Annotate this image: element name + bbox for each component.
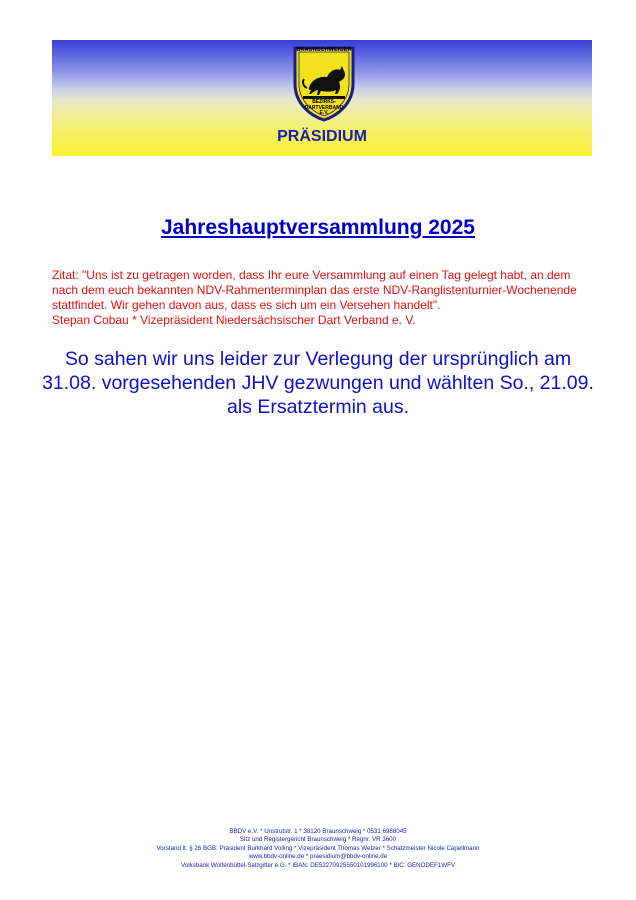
footer-bank: Volksbank Wolfenbüttel-Salzgitter e.G. * IBAN: DE52270925550101996100 * BIC: GENODEF1WFV	[181, 861, 455, 869]
page-title: Jahreshauptversammlung 2025	[161, 216, 475, 239]
logo-line-2: DARTVERBAND	[304, 104, 344, 111]
section-title: PRÄSIDIUM	[277, 128, 367, 145]
footer-web-email: www.bbdv-online.de * praesidium@bbdv-online.de	[248, 853, 388, 861]
logo-text-bottom	[293, 100, 355, 117]
footer	[0, 828, 636, 870]
body-text: So sahen wir uns leider zur Verlegung der ursprünglich am 31.08. vorgesehenden JHV gezwungen und wählten So., 21.09. als Ersatztermin aus.	[42, 348, 594, 418]
footer-register: Sitz und Registergericht Braunschweig * Regnr. VR 3600	[239, 836, 397, 844]
logo-line-1: BEZIRKS-	[312, 99, 336, 105]
logo-text-top: BRAUNSCHWEIGER	[296, 47, 352, 53]
quote-author: Stepan Cobau * Vizepräsident Niedersächsischer Dart Verband e. V.	[52, 313, 416, 327]
footer-board: Vorstand lt. § 26 BGB: Präsident Burkhard Volling * Vizepräsident Thomas Wetzer * Schatzmeister Nicole Capellmann	[156, 844, 480, 852]
footer-address: BBDV e.V. * Unstrutstr. 1 * 38120 Braunschweig * 0531 6988045	[229, 828, 407, 835]
quote-text: Zitat: "Uns ist zu getragen worden, dass Ihr eure Versammlung auf einen Tag gelegt habt, an dem nach dem euch bekannten NDV-Rahmenterminplan das erste NDV-Ranglistenturnier-Wochenende stattfindet. Wir gehen davon aus, dass es sich um ein Versehen handelt".	[52, 268, 577, 312]
quote-block	[52, 268, 592, 328]
logo-line-3: E.V.	[319, 110, 329, 117]
